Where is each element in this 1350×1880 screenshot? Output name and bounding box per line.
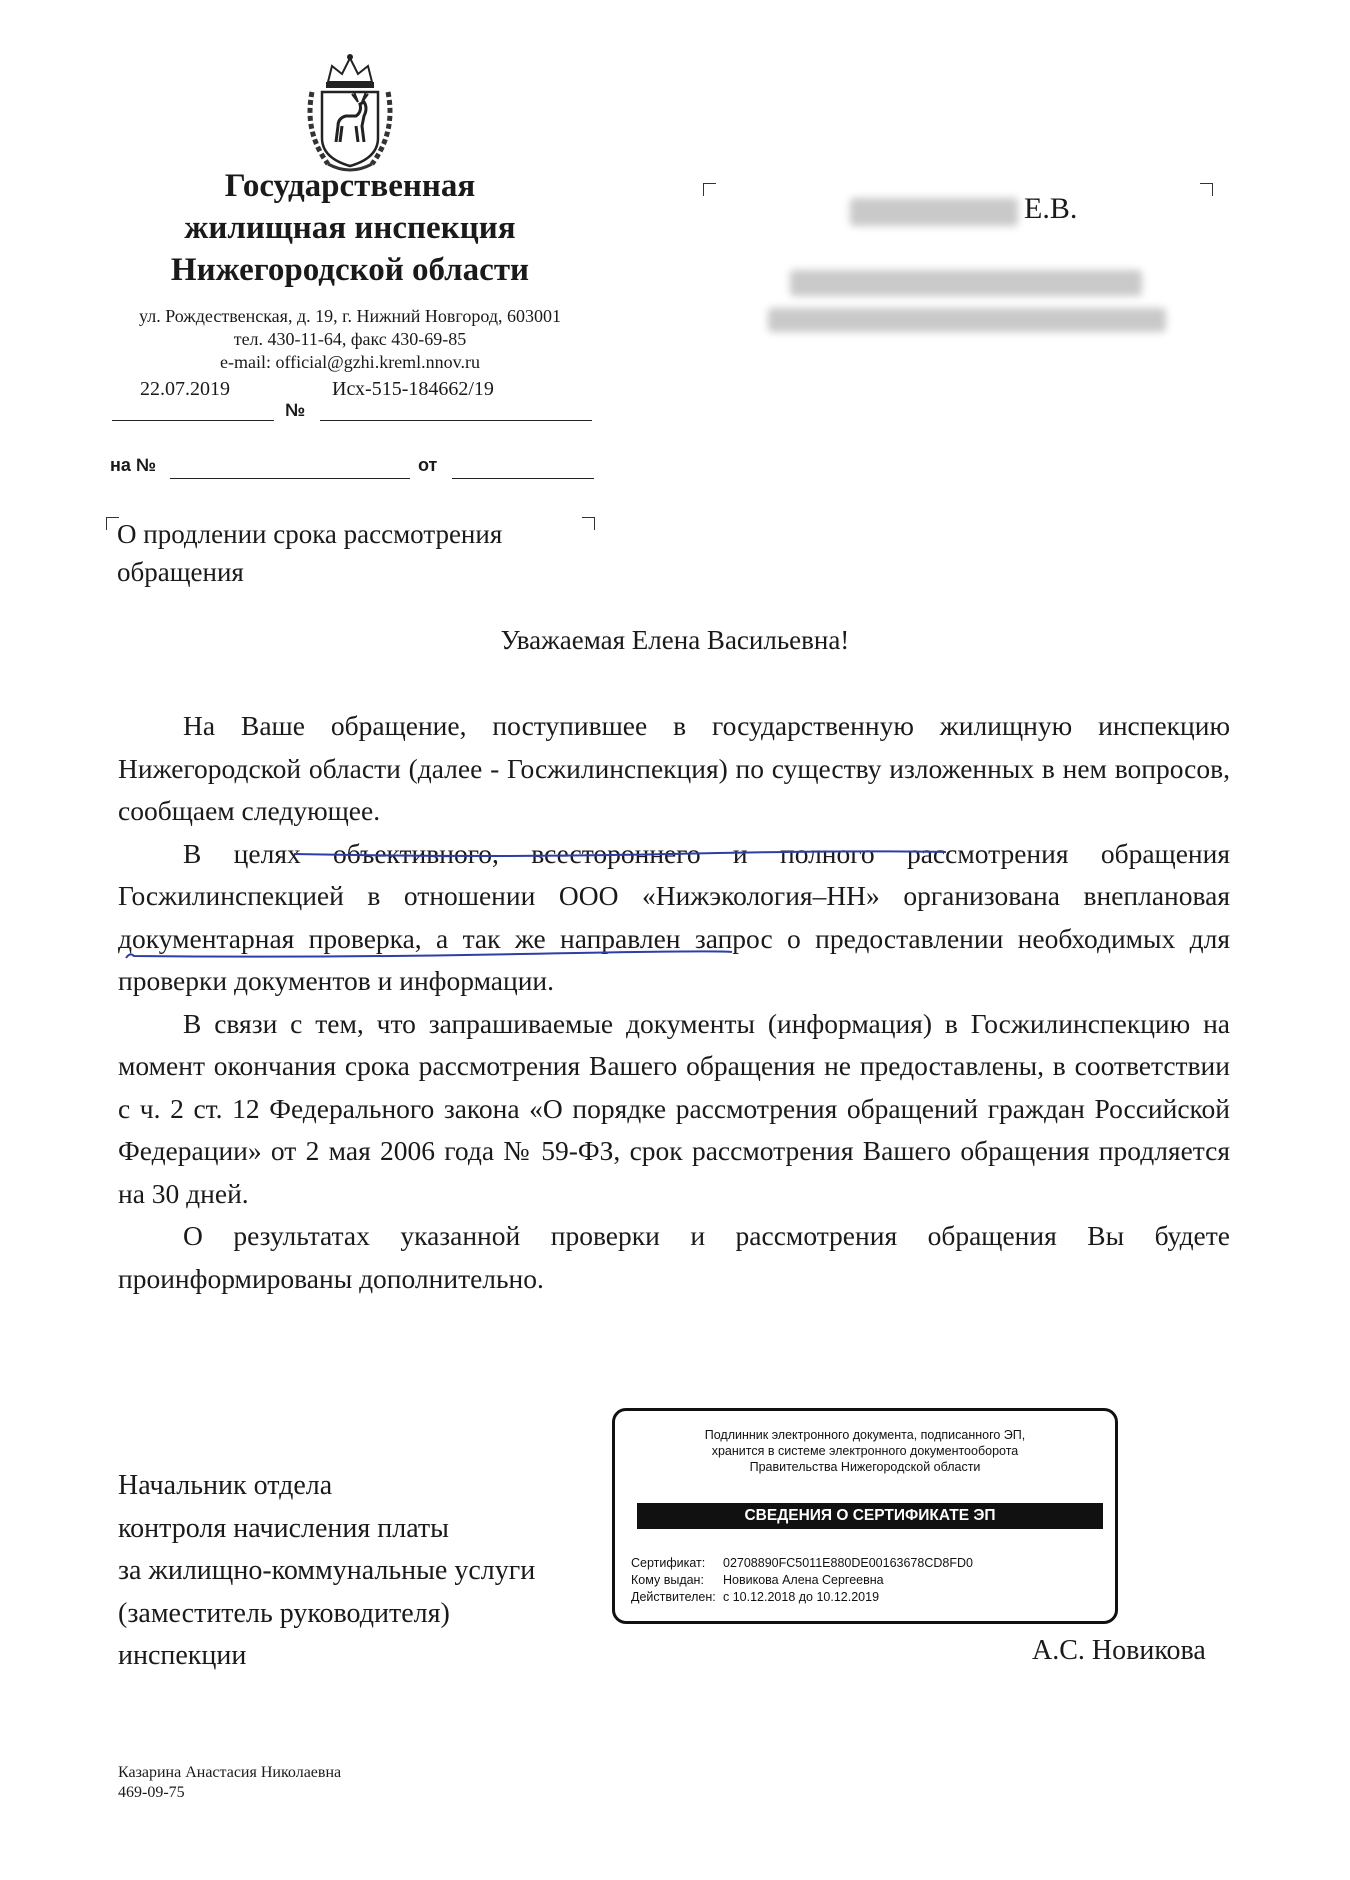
subject-line: О продлении срока рассмотрения bbox=[117, 519, 503, 549]
validity-value: с 10.12.2018 до 10.12.2019 bbox=[723, 1590, 880, 1604]
reference-number-line bbox=[170, 478, 410, 479]
executor-info bbox=[118, 1763, 341, 1803]
body-paragraph: О результатах указанной проверки и рассмотрения обращения Вы будете проинформированы дополнительно. bbox=[118, 1220, 1230, 1294]
redacted-address-line bbox=[768, 308, 1166, 332]
letter-subject bbox=[117, 515, 617, 591]
stamp-header-line: Правительства Нижегородской области bbox=[749, 1460, 981, 1474]
date-underline bbox=[112, 420, 274, 421]
executor-name: Казарина Анастасия Николаевна bbox=[118, 1764, 342, 1781]
body-paragraph: На Ваше обращение, поступившее в государственную жилищную инспекцию Нижегородской области (далее - Госжилинспекция) по существу изложенных в нем вопросов, сообщаем следующее. bbox=[118, 710, 1230, 826]
subject-line: обращения bbox=[117, 557, 244, 587]
redacted-address-line bbox=[790, 270, 1142, 296]
org-name-line: Нижегородской области bbox=[170, 252, 530, 288]
validity-row bbox=[631, 1589, 973, 1606]
issued-to-row bbox=[631, 1572, 973, 1589]
signer-title-line: контроля начисления платы bbox=[118, 1512, 449, 1544]
stamp-header-line: хранится в системе электронного документооборота bbox=[711, 1444, 1019, 1458]
signer-position bbox=[118, 1465, 535, 1678]
reference-date-label: от bbox=[418, 455, 438, 475]
pen-underline bbox=[120, 948, 740, 962]
issued-to-label: Кому выдан: bbox=[631, 1573, 704, 1587]
outgoing-number: Исх-515-184662/19 bbox=[332, 378, 494, 400]
certificate-details bbox=[631, 1555, 973, 1606]
certificate-info-bar: СВЕДЕНИЯ О СЕРТИФИКАТЕ ЭП bbox=[637, 1503, 1103, 1529]
recipient-initials: Е.В. bbox=[1024, 192, 1078, 225]
recipient-corner-mark bbox=[1200, 183, 1213, 196]
body-paragraph: В целях объективного, всестороннего и полного рассмотрения обращения Госжилинспекцией в отношении ООО «Нижэкология–НН» организована внеплановая документарная проверка, а так же направлен запрос о предоставлении необходимых для проверки документов и информации. bbox=[118, 837, 1230, 996]
letter-body bbox=[118, 705, 1230, 1300]
organization-name bbox=[110, 165, 590, 291]
issued-to-value: Новикова Алена Сергеевна bbox=[723, 1573, 884, 1587]
outgoing-date: 22.07.2019 bbox=[140, 378, 230, 400]
greeting: Уважаемая Елена Васильевна! bbox=[500, 625, 850, 655]
signer-title-line: Начальник отдела bbox=[118, 1470, 333, 1501]
number-underline bbox=[320, 420, 592, 421]
reference-date-line bbox=[452, 478, 594, 479]
organization-contacts bbox=[100, 305, 600, 374]
body-paragraph: В связи с тем, что запрашиваемые документы (информация) в Госжилинспекцию на момент окончания срока рассмотрения Вашего обращения не предоставлены, в соответствии с ч. 2 ст. 12 Федерального закона «О порядке рассмотрения обращений граждан Российской Федерации» от 2 мая 2006 года № 59-ФЗ, срок рассмотрения Вашего обращения продляется на 30 дней. bbox=[118, 1007, 1230, 1209]
pen-underline bbox=[290, 848, 950, 860]
certificate-label: Сертификат: bbox=[631, 1556, 706, 1570]
certificate-row bbox=[631, 1555, 973, 1572]
executor-phone: 469-09-75 bbox=[118, 1784, 185, 1801]
org-phone: тел. 430-11-64, факс 430-69-85 bbox=[233, 329, 467, 349]
number-sign: № bbox=[285, 400, 306, 420]
stamp-header-line: Подлинник электронного документа, подписанного ЭП, bbox=[704, 1428, 1026, 1442]
redacted-surname bbox=[850, 198, 1018, 226]
coat-of-arms-icon bbox=[298, 52, 402, 178]
stamp-header bbox=[615, 1427, 1115, 1475]
signer-title-line: (заместитель руководителя) bbox=[118, 1597, 450, 1629]
certificate-value: 02708890FC5011E880DE00163678CD8FD0 bbox=[723, 1556, 973, 1570]
signer-title-line: инспекции bbox=[118, 1640, 247, 1671]
validity-label: Действителен: bbox=[631, 1590, 716, 1604]
signer-title-line: за жилищно-коммунальные услуги bbox=[118, 1555, 536, 1586]
org-address: ул. Рождественская, д. 19, г. Нижний Новгород, 603001 bbox=[139, 306, 561, 326]
electronic-signature-stamp bbox=[612, 1408, 1118, 1624]
signer-name: А.С. Новикова bbox=[1032, 1635, 1206, 1666]
recipient-corner-mark bbox=[703, 183, 716, 196]
org-email: e-mail: official@gzhi.kreml.nnov.ru bbox=[220, 352, 480, 372]
org-name-line: Государственная bbox=[224, 168, 476, 204]
org-name-line: жилищная инспекция bbox=[184, 210, 516, 246]
reference-number-label: на № bbox=[110, 455, 156, 475]
